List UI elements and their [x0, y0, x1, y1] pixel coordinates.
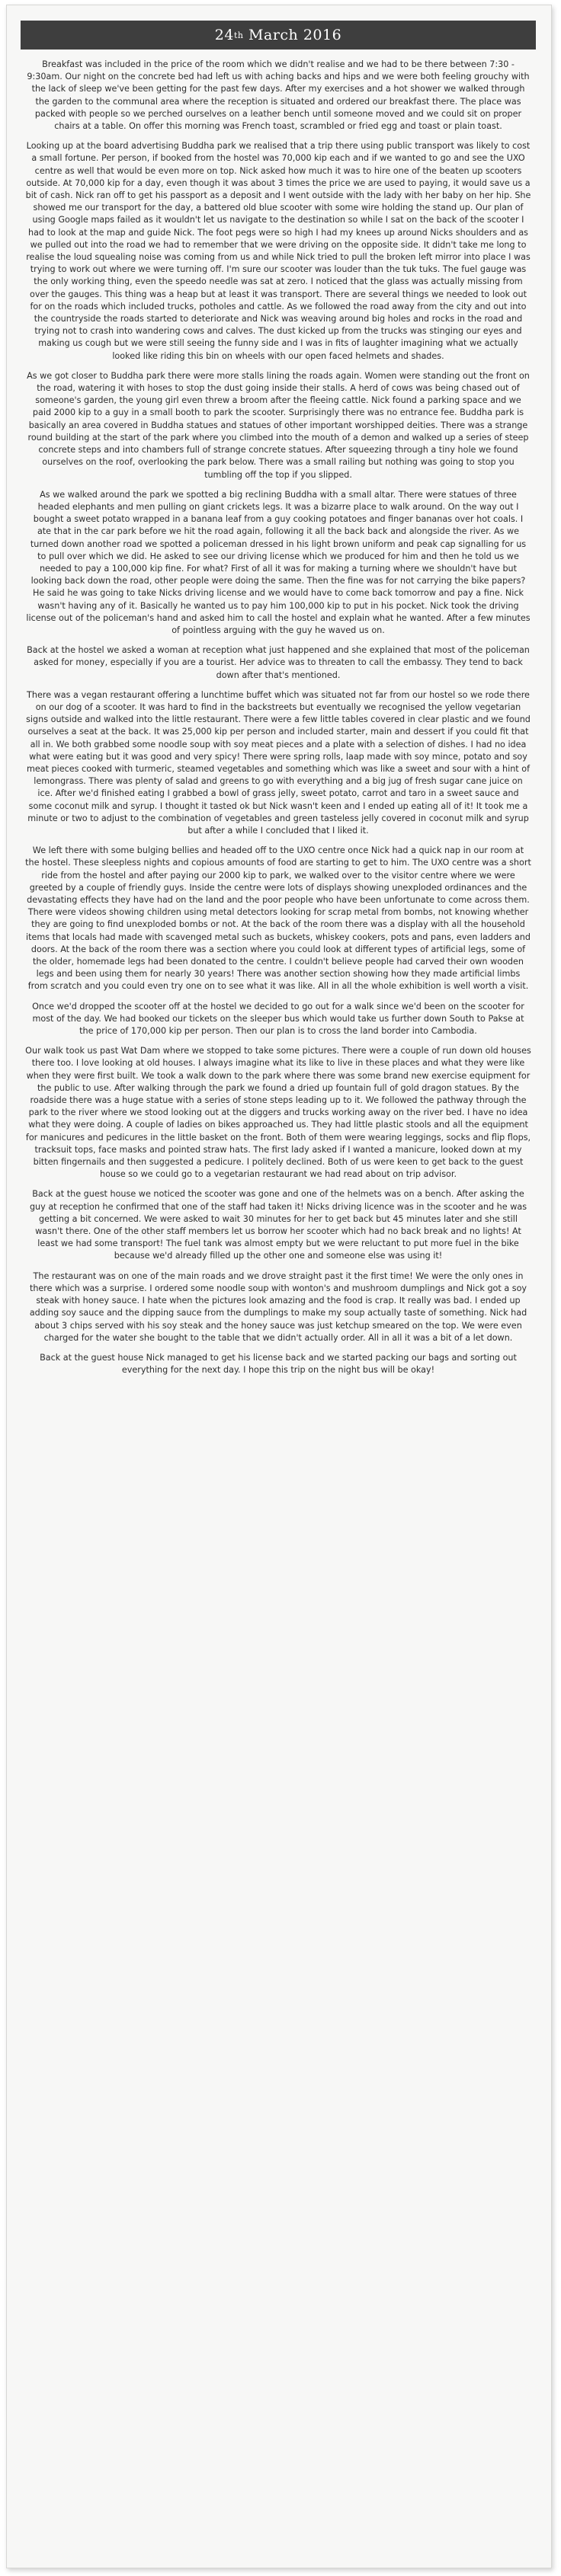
- paragraph-restaurant: The restaurant was on one of the main roads and we drove straight past it the first time! We were the only ones in there which was a surprise. I ordered some noodle soup with wonton's and mushroom dumplings and Nick got a soy steak with honey sauce. I hate when the pictures look amazing and the food is crap. It really was bad. I ended up adding soy sauce and the dipping sauce from the dumplings to make my soup actually taste of something. Nick had about 3 chips served with his soy steak and the honey sauce was just ketchup smeared on the top. We were even charged for the water she bought to the table that we didn't actually order. All in all it was a bit of a let down.: [29, 1270, 527, 1343]
- paragraph-breakfast: Breakfast was included in the price of the room which we didn't realise and we had to be there between 7:30 - 9:30am. Our night on the concrete bed had left us with aching backs and hips and we were both feeling grouchy with the lack of sleep we've been getting for the past few days. After my exercises and a hot shower we walked through the garden to the communal area where the reception is situated and ordered our breakfast there. The place was packed with people so we perched ourselves on a leather bench until someone moved and we could sit on proper chairs at a table. On offer this morning was French toast, scrambled or fried egg and toast or plain toast.: [27, 59, 530, 132]
- paragraph-hostel-advice: Back at the hostel we asked a woman at reception what just happened and she explained that most of the policeman asked for money, especially if you are a tourist. Her advice was to threaten to call the embassy. They tend to back down after that's mentioned.: [27, 645, 530, 680]
- journal-body: [25, 59, 531, 1384]
- paragraph-uxo-centre: We left there with some bulging bellies and headed off to the UXO centre once Nick had a quick nap in our room at the hostel. These sleepless nights and copious amounts of food are starting to get to him. The UXO centre was a short ride from the hostel and after paying our 2000 kip to park, we walked over to the visitor centre where we were greeted by a couple of friendly guys. Inside the centre were lots of displays showing unexploded ordinances and the devastating effects they have had on the land and the poor people who have been unfortunate to come across them. There were videos showing children using metal detectors looking for scrap metal from bombs, not knowing whether they are going to find unexploded bombs or not. At the back of the room there was a display with all the household items that locals had made with scavenged metal such as buckets, whiskey cookers, pots and pans, even ladders and doors. At the back of the room there was a section where you could look at different types of artificial legs, some of the older, homemade legs had been donated to the centre. I couldn't believe people had carved their own wooden legs and been using them for nearly 30 years! There was another section showing how they made artificial limbs from scratch and you could even try one on to see what it was like. All in all the whole exhibition is well worth a visit.: [25, 845, 531, 992]
- paragraph-vegan-lunch: There was a vegan restaurant offering a lunchtime buffet which was situated not far from our hostel so we rode there on our dog of a scooter. It was hard to find in the backstreets but eventually we recognised the yellow vegetarian signs outside and walked into the little restaurant. There were a few little tables covered in clear plastic and we found ourselves a seat at the back. It was 25,000 kip per person and included starter, main and dessert if you could fit that all in. We both grabbed some noodle soup with soy meat pieces and a plate with a selection of dishes. I had no idea what were eating but it was good and very spicy! There were spring rolls, laap made with soy mince, potato and soy meat pieces cooked with turmeric, steamed vegetables and something which was like a sweet and sour with a hint of lemongrass. There was plenty of salad and greens to go with everything and a big jug of fresh sugar cane juice on ice. After we'd finished eating I grabbed a bowl of grass jelly, sweet potato, carrot and taro in a sweet sauce and some coconut milk and syrup. I thought it tasted ok but Nick wasn't keen and I ended up eating all of it! It took me a minute or two to adjust to the combination of vegetables and green tasteless jelly covered in coconut milk and syrup but after a while I concluded that I liked it.: [26, 689, 531, 836]
- title-month-year: March 2016: [243, 27, 342, 43]
- paragraph-scooter-ride: Looking up at the board advertising Buddha park we realised that a trip there using public transport was likely to cost a small fortune. Per person, if booked from the hostel was 70,000 kip each and if we wanted to go and see the UXO centre as well that would be even more on top. Nick asked how much it was to hire one of the beaten up scooters outside. At 70,000 kip for a day, even though it was about 3 times the price we are used to paying, it would save us a bit of cash. Nick ran off to get his passport as a deposit and I went outside with the lady with her baby on her hip. She showed me our transport for the day, a battered old blue scooter with some wire holding the stand up. Our plan of using Google maps failed as it wouldn't let us navigate to the destination so while I sat on the back of the scooter I had to look at the map and guide Nick. The foot pegs were so high I had my knees up around Nicks shoulders and as we pulled out into the road we had to remember that we were driving on the opposite side. It didn't take me long to realise the loud squealing noise was coming from us and while Nick tried to pull the broken left mirror into place I was trying to work out where we were turning off. I'm sure our scooter was louder than the tuk tuks. The fuel gauge was the only working thing, even the speedo needle was sat at zero. I noticed that the glass was actually missing from over the gauges. This thing was a heap but at least it was transport. There are several things we needed to look out for on the roads which included trucks, potholes and cattle. As we followed the road away from the city and out into the countryside the roads started to deteriorate and Nick was weaving around big holes and rocks in the road and trying not to crash into wandering cows and calves. The dust kicked up from the trucks was stinging our eyes and making us cough but we were still seeing the funny side and I was in fits of laughter imagining what we actually looked like riding this bin on wheels with our open faced helmets and shades.: [25, 141, 531, 361]
- paragraph-buddha-park: As we got closer to Buddha park there were more stalls lining the roads again. Women were standing out the front on the road, watering it with hoses to stop the dust going inside their stalls. A herd of cows was being chased out of someone's garden, the young girl even threw a broom after the fleeing cattle. Nick found a parking space and we paid 2000 kip to a guy in a small booth to park the scooter. Surprisingly there was no entrance fee. Buddha park is basically an area covered in Buddha statues and statues of other important worshipped deities. There was a strange round building at the start of the park where you climbed into the mouth of a demon and walked up a series of steep concrete steps and into chambers full of strange concrete statues. After squeezing through a tiny hole we found ourselves on the roof, overlooking the park below. There was a small railing but nothing was going to stop you tumbling off the top if you slipped.: [27, 370, 530, 480]
- journal-page: [6, 5, 552, 2568]
- title-day-suffix: th: [233, 30, 244, 40]
- paragraph-policeman: As we walked around the park we spotted a big reclining Buddha with a small altar. There were statues of three headed elephants and men pulling on giant crickets legs. It was a bizarre place to walk around. On the way out I bought a sweet potato wrapped in a banana leaf from a guy cooking potatoes and finger bananas over hot coals. I ate that in the car park before we hit the road again, following it all the back back and alongside the river. As we turned down another road we spotted a policeman dressed in his light brown uniform and peak cap signalling for us to pull over which we did. He asked to see our driving license which we produced for him and then he told us we needed to pay a 100,000 kip fine. For what? First of all it was for making a turning where we shouldn't have but looking back down the road, other people were doing the same. Then the fine was for not carrying the bike papers? He said he was going to take Nicks driving license and we would have to come back tomorrow and pay a fine. Nick wasn't having any of it. Basically he wanted us to pay him 100,000 kip to put in his pocket. Nick took the driving license out of the policeman's hand and asked him to call the hostel and explain what he wanted. After a few minutes of pointless arguing with the guy he waved us on.: [26, 489, 531, 635]
- paragraph-packing: Back at the guest house Nick managed to get his license back and we started packing our bags and sorting out everything for the next day. I hope this trip on the night bus will be okay!: [40, 1352, 517, 1376]
- paragraph-missing-scooter: Back at the guest house we noticed the scooter was gone and one of the helmets was on a bench. After asking the guy at reception he confirmed that one of the staff had taken it! Nicks driving licence was in the scooter and he was getting a bit concerned. We were asked to wait 30 minutes for her to get back but 45 minutes later and she still wasn't there. One of the other staff members let us borrow her scooter which had no back break and no lights! At least we had some transport! The fuel tank was almost empty but we were reluctant to put more fuel in the bike because we'd already filled up the other one and someone else was using it!: [29, 1189, 527, 1261]
- entry-date-title: [21, 21, 536, 50]
- paragraph-sleeper-bus: Once we'd dropped the scooter off at the hostel we decided to go out for a walk since we'd been on the scooter for most of the day. We had booked our tickets on the sleeper bus which would take us further down South to Pakse at the price of 170,000 kip per person. Then our plan is to cross the land border into Cambodia.: [32, 1001, 524, 1037]
- paragraph-wat-dam-walk: Our walk took us past Wat Dam where we stopped to take some pictures. There were a couple of run down old houses there too. I love looking at old houses. I always imagine what its like to live in these places and what they were like when they were first built. We took a walk down to the park where there was some brand new exercise equipment for the public to use. After walking through the park we found a dried up fountain full of gold dragon statues. By the roadside there was a huge statue with a series of stone steps leading up to it. We followed the pathway through the park to the river where we stood looking out at the diggers and trucks working away on the river bed. I have no idea what they were doing. A couple of ladies on bikes approached us. They had little plastic stools and all the equipment for manicures and pedicures in the little basket on the front. Both of them were wearing leggings, socks and flip flops, tracksuit tops, face masks and pointed straw hats. The first lady asked if I wanted a manicure, looked down at my bitten fingernails and then suggested a pedicure. I politely declined. Both of us were keen to get back to the guest house so we could go to a vegetarian restaurant we had read about on trip advisor.: [25, 1046, 531, 1180]
- title-day: 24: [214, 27, 234, 43]
